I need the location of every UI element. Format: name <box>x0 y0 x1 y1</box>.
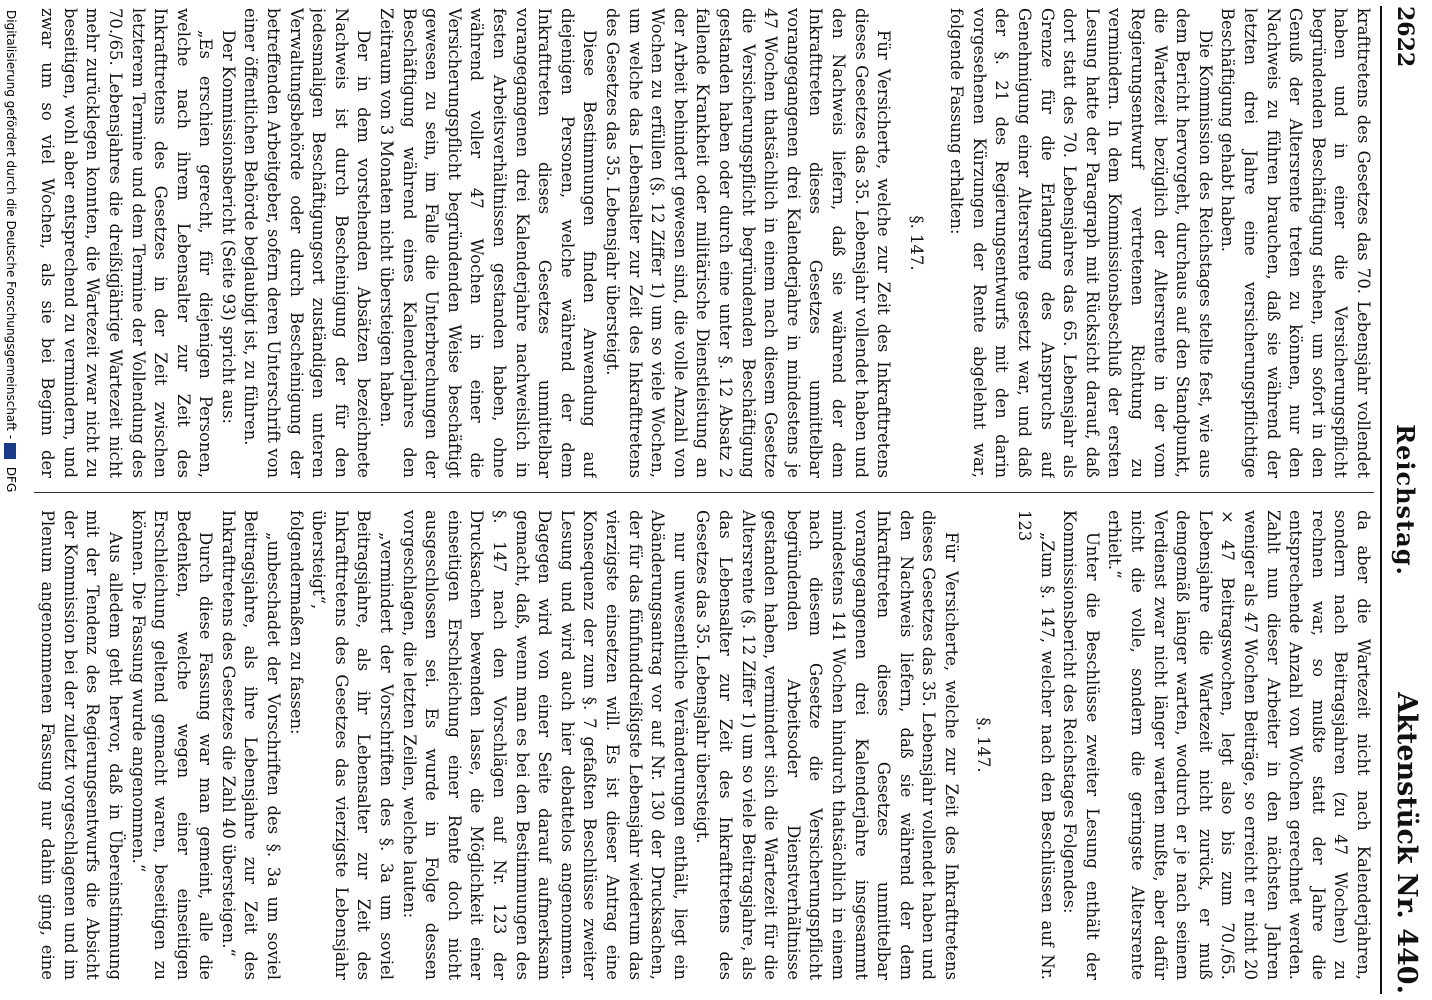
paragraph: krafttretens des Gesetzes das 70. Lebensjahr vollendet haben und in einer die Versicherungspflicht begründenden Beschäftigung stehen, um sofort in den Genuß der Altersrente treten zu können, nur den Nachweis zu führen brauchen, daß sie während der letzten drei Jahre eine versicherungspflichtige Beschäftigung gehabt haben. <box>1218 8 1373 478</box>
section-heading: §. 147. <box>906 215 926 271</box>
paragraph: Die Kommission des Reichstages stellte fest, wie aus dem Bericht hervorgeht, durchaus auf den Standpunkt, die Wartezeit bezüglich der Altersrente in der vom Regierungsentwurf vertretenen Richtung zu vermindern. In dem Kommissionsbeschluß der ersten Lesung hatte der Paragraph mit Rücksicht darauf, daß dort statt des 70. Lebensjahres das 65. Lebensjahr als Grenze für die Erlangung des Anspruchs auf Genehmigung einer Altersrente gesetzt war, und daß der §. 21 des Regierungsentwurfs mit den darin vorgesehenen Kürzungen der Rente abgelehnt war, folgende Fassung erhalten: <box>947 8 1215 478</box>
paragraph: folgendermaßen zu fassen: <box>286 510 306 735</box>
paragraph: da aber die Wartezeit nicht nach Kalenderjahren, sondern nach Beitragsjahren (zu 47 Wochen) zu rechnen war, so mußte statt der Jahre die entsprechende Anzahl von Wochen gerechnet werden. Zahlt nun dieser Arbeiter in den nächsten Jahren weniger als 47 Wochen Beiträge, so erreicht er nicht 20 × 47 Beitragswochen, legt also bis zum 70./65. Lebensjahre die Wartezeit nicht zurück, er muß demgemäß länger warten, wodurch er je nach seinem Verdienst zwar nicht länger warten mußte, aber dafür nicht die volle, sondern die geringste Altersrente erhielt.“ <box>1105 510 1373 980</box>
paragraph: Aus alledem geht hervor, daß in Übereinstimmung mit der Tendenz des Regierungsentwurfs die Absicht der Kommission bei der zuletzt vorgeschlagenen und im Plenum angenommenen Fassung nur dahin ging, eine <box>38 510 125 980</box>
paragraph: „Zum §. 147, welcher nach den Beschlüssen auf Nr. 123 <box>1015 510 1057 980</box>
paragraph: Unter die Beschlüsse zweiter Lesung enthält der Kommissionsbericht des Reichstages Folgendes: <box>1060 510 1102 980</box>
running-title: Reichstag. <box>1391 424 1420 576</box>
header-rule <box>1380 6 1382 994</box>
paragraph: „vermindert der Vorschriften des §. 3a um soviel Beitragsjahre, als ihr Lebensalter zur Zeit des Inkrafttretens des Gesetzes das vierzigste Lebensjahr übersteigt“, <box>309 510 397 980</box>
document-number: Aktenstück Nr. 440. <box>1391 692 1422 994</box>
paragraph: Der Kommissionsbericht (Seite 93) spricht aus: <box>218 30 238 424</box>
paragraph: Der in dem vorstehenden Absätzen bezeichnete Nachweis ist durch Bescheinigung der für den jedesmaligen Beschäftigungsort zuständigen unteren Verwaltungsbehörde oder durch Bescheinigung der betreffenden Arbeitgeber, sofern deren Unterschrift von einer öffentlichen Behörde beglaubigt ist, zu führen. <box>241 8 374 478</box>
credit-text: Digitalisierung gefördert durch die Deutsche Forschungsgemeinschaft - <box>4 10 18 440</box>
section-heading: §. 147. <box>974 717 994 773</box>
paragraph: nur unwesentliche Veränderungen enthält, liegt ein Abänderungsantrag vor auf Nr. 130 der Drucksachen, der für das fünfunddreißigste Lebensjahr wiederum das vierzigste einsetzen will. Es ist dieser Antrag eine Konsequenz der zum §. 7 gefaßten Beschlüsse zweiter Lesung und wird auch hier debattelos angenommen. Dagegen wird von einer Seite darauf aufmerksam gemacht, daß, wenn man es bei den Bestimmungen des §. 147 nach den Vorschlägen auf Nr. 123 der Drucksachen bewenden lasse, die Möglichkeit einer einseitigen Erschleichung einer Rente doch nicht ausgeschlossen sei. Es wurde in Folge dessen vorgeschlagen, die letzten Zeilen, welche lauten: <box>399 510 690 980</box>
right-column <box>34 510 1374 980</box>
column-divider <box>34 492 1374 493</box>
page-number: 2622 <box>1392 6 1418 68</box>
logo-label: DFG <box>4 466 18 493</box>
paragraph: Für Versicherte, welche zur Zeit des Inkrafttretens dieses Gesetzes das 35. Lebensjahr vollendet haben und den Nachweis liefern, daß sie während der dem Inkrafttreten dieses Gesetzes unmittelbar vorangegangenen drei Kalenderjahre in mindestens je 47 Wochen thatsächlich in einem nach diesem Gesetze die Versicherungspflicht begründenden Beschäftigung gestanden haben oder durch eine unter §. 12 Absatz 2 fallende Krankheit oder militärische Dienstleistung an der Arbeit behindert gewesen sind, die volle Anzahl von Wochen zu erfüllen (§. 12 Ziffer 1) um so viele Wochen, um welche das Lebensalter zur Zeit des Inkrafttretens des Gesetzes das 35. Lebensjahr übersteigt. <box>603 8 894 478</box>
paragraph: „unbeschadet der Vorschriften des §. 3a um soviel Beitragsjahre, als ihre Lebensjahre zur Zeit des Inkrafttretens des Gesetzes die Zahl 40 übersteigen.“ <box>218 510 284 980</box>
dfg-logo-icon <box>5 443 17 459</box>
left-column <box>34 8 1374 478</box>
digitization-credit <box>4 10 18 492</box>
paragraph: Diese Bestimmungen finden Anwendung auf diejenigen Personen, welche während der dem Inkrafttreten dieses Gesetzes unmittelbar vorangegangenen drei Kalenderjahre nachweislich in festen Arbeitsverhältnissen gestanden haben, ohne während voller 47 Wochen in einer die Versicherungspflicht begründenden Weise beschäftigt gewesen zu sein, im Falle die Unterbrechungen der Beschäftigung während eines Kalenderjahres den Zeitraum von 3 Monaten nicht übersteigen haben. <box>377 8 600 478</box>
paragraph: Durch diese Fassung war man gemeint, alle die Bedenken, welche wegen einer einseitigen Erschleichung geltend gemacht waren, beseitigen zu können. Die Fassung wurde angenommen.“ <box>128 510 216 980</box>
paragraph: „Es erschien gerecht, für diejenigen Personen, welche nach ihrem Lebensalter zur Zeit des Inkrafttretens des Gesetzes in der Zeit zwischen letzterem Termine und dem Termine der Vollendung des 70./65. Lebensjahres die dreißigjährige Wartezeit nicht mehr zurücklegen konnten, die Wartezeit zwar nicht zu beseitigen, wohl aber entsprechend zu vermindern, und zwar um so viel Wochen, als sie bei Beginn der <box>38 8 216 478</box>
page-header <box>1382 6 1424 994</box>
paragraph: Für Versicherte, welche zur Zeit des Inkrafttretens dieses Gesetzes das 35. Lebensjahr vollendet haben und den Nachweis liefern, daß sie während der dem Inkrafttreten dieses Gesetzes unmittelbar vorangegangenen drei Kalenderjahre insgesammt mindestens 141 Wochen hindurch thatsächlich in einem nach diesem Gesetze die Versicherungspflicht begründenden Arbeitsoder Dienstverhältnisse gestanden haben, vermindert sich die Wartezeit für die Altersrente (§. 12 Ziffer 1) um so viele Beitragsjahre, als das Lebensalter zur Zeit des Inkrafttretens des Gesetzes das 35. Lebensjahr übersteigt. <box>693 510 961 980</box>
